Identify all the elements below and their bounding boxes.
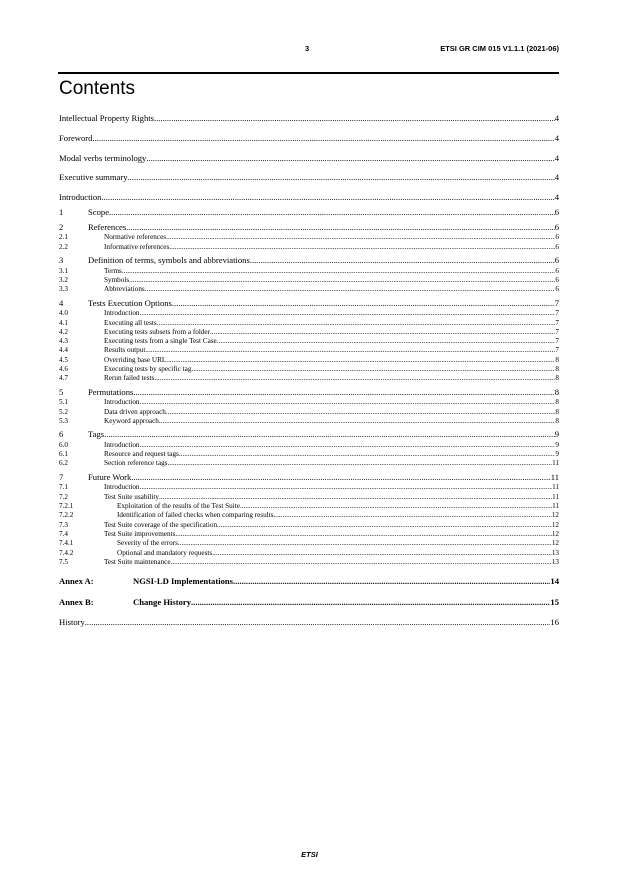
toc-entry[interactable]	[59, 267, 559, 276]
toc-entry[interactable]	[59, 429, 559, 441]
toc-entry-page: 8	[555, 407, 559, 416]
toc-entry-title: History	[59, 616, 85, 627]
toc-entry-title: Exploitation of the results of the Test Suite	[117, 502, 240, 511]
toc-entry-number: 6.0	[59, 440, 68, 449]
page-number: 3	[305, 44, 310, 53]
toc-entry[interactable]	[59, 276, 559, 285]
toc-entry-title: Rerun failed tests	[104, 374, 155, 383]
toc-entry-page: 8	[555, 374, 559, 383]
toc-entry-number: 4.5	[59, 355, 68, 364]
toc-entry-page: 4	[554, 192, 559, 203]
toc-entry-page: 7	[555, 337, 559, 346]
toc-entry-number: 5.1	[59, 398, 68, 407]
toc-entry[interactable]	[59, 222, 559, 234]
toc-dot-leader	[146, 153, 554, 165]
page-title: Contents	[59, 78, 136, 99]
toc-dot-leader	[212, 549, 552, 558]
toc-entry[interactable]	[59, 441, 559, 450]
toc-entry-number: Annex B:	[59, 597, 94, 608]
toc-entry-number: 6.1	[59, 450, 68, 459]
toc-dot-leader	[178, 539, 552, 548]
toc-entry-page: 6	[555, 266, 559, 275]
toc-dot-leader	[104, 429, 555, 441]
toc-dot-leader	[167, 459, 552, 468]
toc-entry-page: 4	[554, 172, 559, 183]
toc-entry[interactable]	[59, 153, 559, 165]
toc-dot-leader	[145, 346, 555, 355]
toc-entry-title: Test Suite usability	[104, 492, 159, 501]
toc-entry-page: 14	[550, 576, 559, 587]
toc-entry-page: 12	[551, 539, 559, 548]
toc-entry[interactable]	[59, 417, 559, 426]
toc-entry[interactable]	[59, 483, 559, 492]
toc-entry[interactable]	[59, 192, 559, 204]
toc-dot-leader	[210, 328, 555, 337]
toc-entry-number: 3	[59, 255, 64, 266]
toc-entry[interactable]	[59, 207, 559, 219]
toc-entry-page: 6	[555, 285, 559, 294]
toc-entry[interactable]	[59, 597, 559, 609]
toc-entry-number: Annex A:	[59, 576, 94, 587]
toc-entry-title: Symbols	[104, 275, 130, 284]
toc-entry-page: 8	[555, 365, 559, 374]
toc-entry[interactable]	[59, 387, 559, 399]
toc-entry-title: Change History	[133, 597, 192, 608]
toc-entry-page: 9	[555, 450, 559, 459]
toc-dot-leader	[140, 483, 553, 492]
toc-entry-page: 7	[554, 297, 559, 308]
toc-dot-leader	[122, 267, 556, 276]
toc-entry[interactable]	[59, 511, 559, 520]
toc-entry-title: Modal verbs terminology	[59, 152, 147, 163]
toc-entry-page: 7	[555, 327, 559, 336]
toc-entry-page: 6	[554, 207, 559, 218]
toc-entry-number: 3.3	[59, 285, 68, 294]
toc-dot-leader	[140, 398, 556, 407]
toc-entry-title: NGSI-LD Implementations	[133, 576, 234, 587]
toc-entry[interactable]	[59, 346, 559, 355]
toc-dot-leader	[101, 192, 554, 204]
toc-dot-leader	[217, 337, 556, 346]
toc-entry-title: Test Suite improvements	[104, 529, 176, 538]
toc-entry-number: 2.2	[59, 242, 68, 251]
toc-entry-number: 5.3	[59, 416, 68, 425]
toc-entry-title: Normative references	[104, 233, 167, 242]
toc-entry[interactable]	[59, 319, 559, 328]
toc-entry-page: 15	[550, 597, 559, 608]
toc-entry-title: Introduction	[104, 440, 140, 449]
toc-entry[interactable]	[59, 521, 559, 530]
toc-entry[interactable]	[59, 398, 559, 407]
toc-entry-title: Introduction	[59, 192, 102, 203]
toc-entry-page: 9	[555, 440, 559, 449]
toc-entry-number: 3.1	[59, 266, 68, 275]
toc-dot-leader	[273, 511, 551, 520]
toc-entry-number: 1	[59, 207, 64, 218]
toc-dot-leader	[179, 450, 556, 459]
toc-entry-page: 11	[552, 502, 559, 511]
toc-entry-title: Introduction	[104, 483, 140, 492]
toc-entry-title: Introduction	[104, 309, 140, 318]
toc-dot-leader	[154, 374, 555, 383]
footer-logo-text: ETSI	[301, 850, 318, 859]
toc-entry-number: 4.7	[59, 374, 68, 383]
toc-entry-number: 7.4.2	[59, 548, 74, 557]
toc-dot-leader	[92, 133, 554, 145]
toc-dot-leader	[159, 417, 556, 426]
toc-dot-leader	[217, 521, 552, 530]
toc-dot-leader	[159, 493, 552, 502]
toc-entry-page: 6	[555, 233, 559, 242]
toc-entry-title: Resource and request tags	[104, 450, 179, 459]
toc-entry-title: Informative references	[104, 242, 170, 251]
toc-entry-page: 6	[555, 275, 559, 284]
toc-entry[interactable]	[59, 576, 559, 588]
toc-entry-number: 4.0	[59, 309, 68, 318]
toc-entry-page: 11	[552, 483, 559, 492]
toc-entry-page: 6	[554, 221, 559, 232]
toc-dot-leader	[85, 617, 551, 629]
toc-dot-leader	[191, 365, 555, 374]
toc-entry[interactable]	[59, 408, 559, 417]
toc-entry-number: 4.6	[59, 365, 68, 374]
toc-entry-title: Executing all tests	[104, 318, 157, 327]
toc-entry[interactable]	[59, 309, 559, 318]
toc-entry[interactable]	[59, 233, 559, 242]
toc-dot-leader	[157, 319, 556, 328]
toc-entry-number: 7.2.2	[59, 511, 74, 520]
toc-dot-leader	[109, 207, 555, 219]
toc-entry[interactable]	[59, 365, 559, 374]
toc-entry-page: 11	[552, 492, 559, 501]
toc-entry-number: 7.1	[59, 483, 68, 492]
toc-dot-leader	[240, 502, 552, 511]
toc-entry-page: 4	[554, 132, 559, 143]
toc-entry-title: Terms	[104, 266, 122, 275]
toc-entry-number: 2.1	[59, 233, 68, 242]
toc-entry-title: Severity of the errors	[117, 539, 178, 548]
toc-dot-leader	[169, 243, 555, 252]
toc-entry[interactable]	[59, 285, 559, 294]
toc-entry-title: Executing tests subsets from a folder	[104, 327, 210, 336]
toc-entry-title: Keyword approach	[104, 416, 159, 425]
toc-entry-number: 4	[59, 297, 64, 308]
toc-dot-leader	[191, 597, 550, 609]
toc-entry-title: Test Suite coverage of the specification	[104, 520, 218, 529]
toc-dot-leader	[128, 172, 555, 184]
toc-entry[interactable]	[59, 539, 559, 548]
toc-dot-leader	[129, 276, 555, 285]
toc-entry-title: Data driven approach	[104, 407, 166, 416]
toc-entry-number: 2	[59, 221, 64, 232]
toc-dot-leader	[126, 222, 555, 234]
toc-entry-title: Foreword	[59, 132, 93, 143]
toc-entry-title: Tests Execution Options	[88, 297, 172, 308]
toc-entry-number: 3.2	[59, 275, 68, 284]
toc-entry-number: 7.4.1	[59, 539, 74, 548]
toc-entry[interactable]	[59, 243, 559, 252]
toc-entry-title: Definition of terms, symbols and abbreviations	[88, 255, 250, 266]
toc-entry-page: 4	[554, 152, 559, 163]
toc-entry-title: Executing tests from a single Test Case	[104, 337, 217, 346]
toc-entry-title: Executive summary	[59, 172, 128, 183]
toc-entry[interactable]	[59, 450, 559, 459]
toc-entry[interactable]	[59, 549, 559, 558]
toc-entry[interactable]	[59, 374, 559, 383]
toc-entry-title: Permutations	[88, 386, 134, 397]
toc-entry-title: Future Work	[88, 471, 132, 482]
toc-entry-page: 11	[552, 459, 559, 468]
toc-entry-title: Results output	[104, 346, 146, 355]
toc-entry-page: 7	[555, 318, 559, 327]
table-of-contents	[59, 113, 559, 628]
toc-entry-title: Identification of failed checks when comparing results	[117, 511, 274, 520]
toc-entry[interactable]	[59, 558, 559, 567]
toc-entry[interactable]	[59, 133, 559, 145]
toc-entry[interactable]	[59, 502, 559, 511]
toc-entry-page: 8	[554, 386, 559, 397]
toc-entry-title: Scope	[88, 207, 110, 218]
toc-entry[interactable]	[59, 255, 559, 267]
toc-entry-page: 13	[551, 557, 559, 566]
toc-entry-number: 4.2	[59, 327, 68, 336]
toc-entry-title: Test Suite maintenance	[104, 557, 171, 566]
toc-entry[interactable]	[59, 337, 559, 346]
toc-entry-page: 12	[551, 520, 559, 529]
toc-dot-leader	[131, 472, 550, 484]
toc-entry-number: 7.5	[59, 557, 68, 566]
toc-entry-page: 11	[550, 471, 559, 482]
toc-entry-title: References	[88, 221, 127, 232]
toc-entry-number: 7	[59, 471, 64, 482]
toc-dot-leader	[154, 113, 555, 125]
toc-entry-title: Optional and mandatory requests	[117, 548, 213, 557]
toc-dot-leader	[140, 441, 556, 450]
toc-dot-leader	[166, 408, 556, 417]
toc-dot-leader	[175, 530, 551, 539]
toc-entry-title: Tags	[88, 429, 105, 440]
toc-entry-title: Intellectual Property Rights	[59, 113, 154, 123]
toc-entry-title: Overriding base URL	[104, 355, 167, 364]
toc-entry[interactable]	[59, 617, 559, 629]
toc-entry-page: 8	[555, 355, 559, 364]
toc-entry-page: 8	[555, 398, 559, 407]
toc-entry-page: 16	[550, 616, 559, 627]
toc-dot-leader	[171, 558, 552, 567]
toc-entry[interactable]	[59, 472, 559, 484]
toc-entry-page: 9	[554, 429, 559, 440]
toc-dot-leader	[172, 298, 555, 310]
toc-entry-number: 6.2	[59, 459, 68, 468]
toc-dot-leader	[166, 233, 555, 242]
toc-entry-number: 4.4	[59, 346, 68, 355]
toc-entry[interactable]	[59, 493, 559, 502]
toc-entry-number: 7.4	[59, 529, 68, 538]
toc-entry[interactable]	[59, 298, 559, 310]
toc-entry-title: Introduction	[104, 398, 140, 407]
toc-entry-page: 6	[555, 242, 559, 251]
toc-entry-page: 4	[554, 113, 559, 123]
toc-entry-number: 7.2.1	[59, 502, 74, 511]
toc-entry-number: 5.2	[59, 407, 68, 416]
toc-entry-page: 7	[555, 346, 559, 355]
header-rule	[58, 72, 559, 74]
toc-entry-page: 6	[554, 255, 559, 266]
toc-entry[interactable]	[59, 356, 559, 365]
toc-entry[interactable]	[59, 530, 559, 539]
toc-entry[interactable]	[59, 113, 559, 125]
toc-entry-page: 12	[551, 511, 559, 520]
toc-dot-leader	[140, 309, 556, 318]
toc-entry[interactable]	[59, 328, 559, 337]
toc-entry-number: 7.2	[59, 492, 68, 501]
toc-dot-leader	[166, 356, 555, 365]
toc-dot-leader	[145, 285, 556, 294]
toc-entry-title: Abbreviations	[104, 285, 145, 294]
toc-entry-page: 8	[555, 416, 559, 425]
toc-entry-title: Executing tests by specific tag	[104, 365, 192, 374]
toc-entry-page: 13	[551, 548, 559, 557]
document-id: ETSI GR CIM 015 V1.1.1 (2021-06)	[440, 44, 559, 53]
toc-entry-title: Section reference tags	[104, 459, 168, 468]
toc-entry-number: 7.3	[59, 520, 68, 529]
toc-entry-page: 7	[555, 309, 559, 318]
toc-entry-number: 4.1	[59, 318, 68, 327]
toc-entry[interactable]	[59, 459, 559, 468]
toc-entry-number: 5	[59, 386, 64, 397]
toc-entry-page: 12	[551, 529, 559, 538]
toc-dot-leader	[133, 387, 554, 399]
toc-entry-number: 4.3	[59, 337, 68, 346]
toc-entry-number: 6	[59, 429, 64, 440]
toc-dot-leader	[250, 255, 555, 267]
toc-dot-leader	[233, 576, 550, 588]
toc-entry[interactable]	[59, 172, 559, 184]
